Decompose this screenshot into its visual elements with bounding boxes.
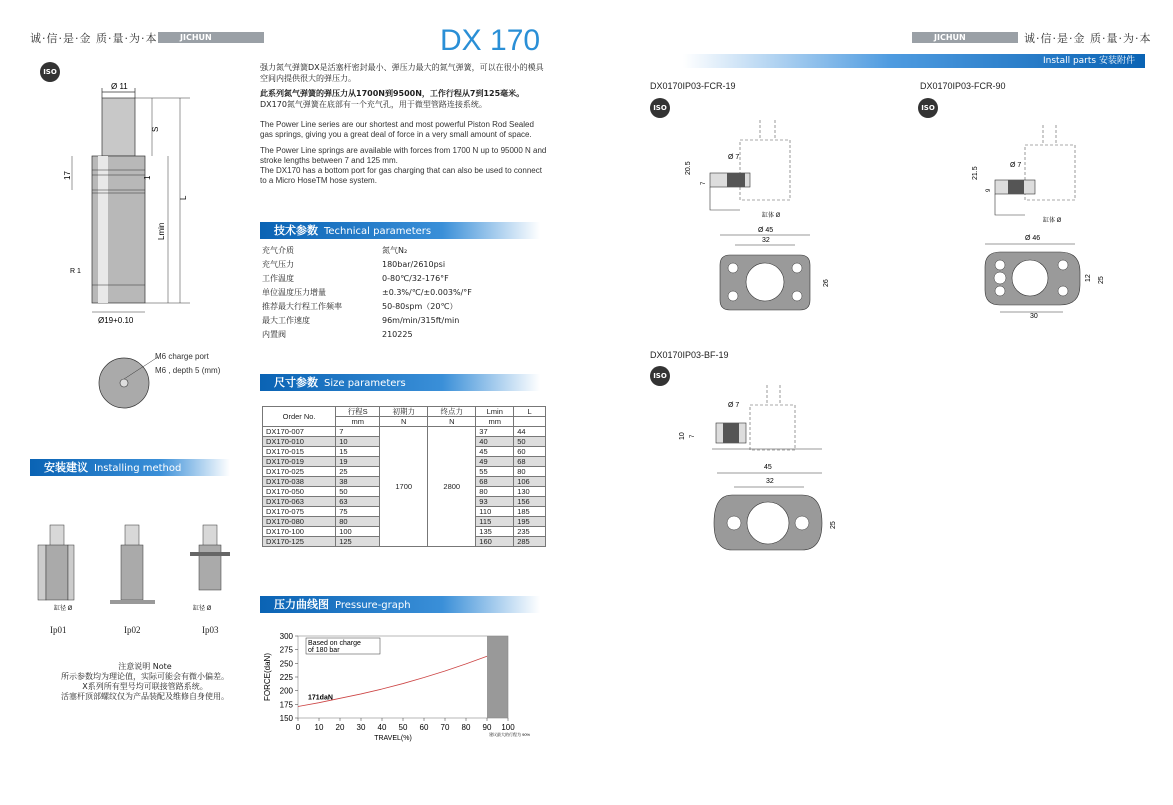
cell-stroke: 25 [336,467,380,477]
tech-header-cn: 技术参数 [274,224,318,237]
cell-l: 68 [514,457,546,467]
slogan-left: 诚·信·是·金 质·量·为·本 [30,32,158,45]
install-label-2: Ip02 [124,625,141,635]
tech-row [262,285,472,299]
p2-h25: 25 [1098,276,1105,284]
tech-value: 180bar/2610psi [382,259,446,269]
intro-cn-1: 强力氮气弹簧DX是活塞杆密封最小、弹压力最大的氮气弹簧，可以在很小的模具空间内提供很大的弹压力。 [260,63,544,83]
p1-w32: 32 [762,237,770,244]
cell-order: DX170-015 [263,447,336,457]
shaded-note: 建议最大的行程为 90% [489,732,531,737]
unit-init: N [380,417,428,427]
cell-l: 130 [514,487,546,497]
tech-key: 充气压力 [262,259,294,269]
cell-lmin: 115 [476,517,514,527]
unit-l [514,417,546,427]
install-parts-bar [683,54,1145,68]
installing-header [30,459,230,476]
y-tick-label: 200 [279,686,293,696]
cell-lmin: 55 [476,467,514,477]
shaded-region [487,636,508,718]
brand-logo-right: JICHUN [934,33,966,42]
part-3-name: DX0170IP03-BF-19 [650,350,729,360]
p2-s: 9 [986,188,992,192]
p3-h7: 7 [690,434,696,438]
cell-stroke: 75 [336,507,380,517]
tech-key: 最大工作速度 [262,315,310,325]
cell-order: DX170-007 [263,427,336,437]
dim-s: S [151,126,160,132]
p1-d7: Ø 7 [728,154,740,161]
spring-drawing [40,80,200,330]
cell-stroke: 100 [336,527,380,537]
install-parts-cn: 安装附件 [1098,56,1135,66]
col-lmin: Lmin [476,407,514,417]
pressure-header-cn: 压力曲线图 [274,598,329,611]
cell-order: DX170-019 [263,457,336,467]
iso-badge-part-1: ISO [650,98,670,118]
cell-l: 60 [514,447,546,457]
dim-1: 1 [143,175,152,180]
x-tick-label: 30 [356,723,366,732]
cell-order: DX170-125 [263,537,336,547]
tech-key: 工作温度 [262,273,294,283]
cell-stroke: 50 [336,487,380,497]
p2-d7: Ø 7 [1010,162,1022,169]
cell-order: DX170-050 [263,487,336,497]
cell-l: 44 [514,427,546,437]
cell-lmin: 49 [476,457,514,467]
p3-w45: 45 [764,464,772,471]
cell-l: 80 [514,467,546,477]
y-tick-label: 150 [279,714,293,723]
cell-l: 50 [514,437,546,447]
install-label-1: Ip01 [50,625,67,635]
tech-value: 210225 [382,329,413,339]
cell-stroke: 10 [336,437,380,447]
p1-s: 7 [701,181,707,185]
p2-h: 21.5 [972,166,979,180]
cell-stroke: 63 [336,497,380,507]
cell-stroke: 15 [336,447,380,457]
dim-r1: R 1 [70,268,81,275]
slogan-right: 诚·信·是·金 质·量·为·本 [1024,32,1152,45]
iso-badge: ISO [40,62,60,82]
install-ip02 [110,525,155,604]
tech-header [260,222,540,239]
p2-w30: 30 [1030,313,1038,320]
note-line-1: 所示参数均为理论值，实际可能会有微小偏差。 [61,672,229,681]
tech-header-en: Technical parameters [324,226,432,237]
tech-key: 单位温度压力增量 [262,287,326,297]
piston-rod [102,98,135,156]
start-value-label: 171daN [308,694,333,702]
size-table [262,406,546,547]
cell-lmin: 80 [476,487,514,497]
col-end-force: 终点力 [428,407,476,417]
brand-bar-left [158,32,264,43]
intro-block [260,62,548,186]
x-tick-label: 60 [419,723,429,732]
part-3-drawing [672,385,842,565]
p2-d46: Ø 46 [1025,235,1041,242]
p1-h26: 26 [823,279,830,287]
iso-badge-part-2: ISO [918,98,938,118]
size-header-cn: 尺寸参数 [274,376,318,389]
cell-l: 285 [514,537,546,547]
cell-lmin: 37 [476,427,514,437]
cell-stroke: 125 [336,537,380,547]
unit-end: N [428,417,476,427]
x-tick-label: 50 [398,723,408,732]
cell-stroke: 80 [336,517,380,527]
cell-end-force: 2800 [428,427,476,547]
tech-value: 氮气N₂ [382,245,408,255]
y-axis-label: FORCE(daN) [263,652,272,701]
tech-value: 50-80spm（20℃） [382,301,458,311]
p1-bore: 缸体 Ø [762,213,781,219]
cell-lmin: 45 [476,447,514,457]
x-tick-label: 10 [314,723,324,732]
install-bore-1: 缸径 Ø [54,606,73,612]
cell-l: 195 [514,517,546,527]
tech-key: 推荐最大行程工作频率 [262,301,342,311]
tech-table [262,243,472,341]
part-2-drawing [955,120,1125,330]
p3-h25: 25 [830,521,837,529]
unit-lmin: mm [476,417,514,427]
col-stroke: 行程S [336,407,380,417]
cell-order: DX170-080 [263,517,336,527]
dim-d19: Ø19+0.10 [98,316,134,325]
cell-lmin: 40 [476,437,514,447]
intro-cn-2: 此系列氮气弹簧的弹压力从1700N到9500N，工作行程从7到125毫米。 [260,89,525,98]
col-l: L [514,407,546,417]
size-header-en: Size parameters [324,378,406,389]
col-init-force: 初期力 [380,407,428,417]
pressure-header-en: Pressure-graph [335,600,411,611]
tech-row [262,313,472,327]
cell-order: DX170-075 [263,507,336,517]
tech-value: 96m/min/315ft/min [382,315,460,325]
x-tick-label: 100 [501,723,515,732]
p2-bore: 缸体 Ø [1043,218,1062,224]
install-parts-en: Install parts [1043,56,1097,66]
install-bore-3: 缸径 Ø [193,606,212,612]
port-label-1: M6 charge port [155,352,209,361]
x-axis-label: TRAVEL(%) [374,735,412,742]
cell-lmin: 160 [476,537,514,547]
p1-h: 20.5 [685,161,692,175]
note-block [55,662,235,702]
brand-logo-left: JICHUN [180,33,212,42]
tech-row [262,243,472,257]
x-tick-label: 90 [482,723,492,732]
install-ip01 [38,525,74,600]
intro-cn-3: DX170氮气弹簧在底部有一个充气孔，用于微型管路连接系统。 [260,100,487,109]
note-line-3: 活塞杆顶部螺纹仅为产品装配及维修自身使用。 [61,692,229,701]
installing-header-cn: 安装建议 [44,461,88,474]
tech-row [262,327,472,341]
tech-row [262,299,472,313]
tech-key: 内置阀 [262,329,286,339]
cell-order: DX170-025 [263,467,336,477]
table-row [263,427,546,437]
cell-lmin: 110 [476,507,514,517]
bottom-view-drawing [98,355,158,415]
cell-lmin: 135 [476,527,514,537]
dim-17: 17 [63,171,72,180]
x-tick-label: 0 [295,723,301,732]
x-tick-label: 70 [440,723,450,732]
tech-row [262,271,472,285]
dim-l: L [179,195,188,200]
p1-d45: Ø 45 [758,227,774,234]
y-tick-label: 250 [279,659,293,669]
cell-l: 235 [514,527,546,537]
part-2-name: DX0170IP03-FCR-90 [920,81,1006,91]
cell-l: 185 [514,507,546,517]
cell-stroke: 19 [336,457,380,467]
dim-d11: Ø 11 [111,82,128,91]
cell-l: 156 [514,497,546,507]
cell-order: DX170-100 [263,527,336,537]
installing-drawings [30,515,240,615]
cell-lmin: 68 [476,477,514,487]
note-line-2: X系列所有型号均可联接管路系统。 [82,682,208,691]
cell-stroke: 7 [336,427,380,437]
brand-bar-right [912,32,1018,43]
cell-order: DX170-010 [263,437,336,447]
cell-order: DX170-063 [263,497,336,507]
tech-row [262,257,472,271]
p2-h12: 12 [1085,274,1092,282]
col-order: Order No. [263,407,336,427]
x-tick-label: 40 [377,723,387,732]
intro-en-1: The Power Line series are our shortest and most powerful Piston Rod Sealed gas springs, giving you a great deal of force in a very small amount of space. [260,120,534,139]
port-label-2: M6 , depth 5 (mm) [155,366,221,375]
x-tick-label: 20 [335,723,345,732]
cell-l: 106 [514,477,546,487]
installing-header-en: Installing method [94,463,182,474]
p3-d7: Ø 7 [728,402,740,409]
part-1-drawing [680,115,850,325]
cell-init-force: 1700 [380,427,428,547]
x-tick-label: 80 [461,723,471,732]
tech-value: 0-80℃/32-176°F [382,273,449,283]
p3-w32: 32 [766,478,774,485]
size-header [260,374,540,391]
chart-annotation: Based on charge [308,640,361,647]
tech-value: ±0.3%/℃/±0.003%/°F [382,287,472,297]
p3-h10: 10 [679,432,686,440]
unit-stroke: mm [336,417,380,427]
intro-en-3: The DX170 has a bottom port for gas charging that can also be used to connect to a Micro HoseTM hose system. [260,166,542,185]
cell-lmin: 93 [476,497,514,507]
part-1-name: DX0170IP03-FCR-19 [650,81,736,91]
pressure-header [260,596,540,613]
iso-badge-part-3: ISO [650,366,670,386]
install-ip03 [190,525,230,590]
y-tick-label: 300 [279,632,293,641]
tech-key: 充气介质 [262,245,294,255]
page-title: DX 170 [440,24,541,57]
dim-lmin: Lmin [157,222,166,240]
y-tick-label: 175 [279,700,293,710]
cell-stroke: 38 [336,477,380,487]
note-title: 注意说明 Note [118,662,172,671]
chart-annotation-2: of 180 bar [308,647,340,654]
intro-en-2: The Power Line springs are available with forces from 1700 N up to 95000 N and stroke lengths between 7 and 125 mm. [260,146,547,165]
pressure-chart [258,626,548,746]
y-tick-label: 225 [279,673,293,682]
install-label-3: Ip03 [202,625,219,635]
y-tick-label: 275 [279,645,293,655]
cell-order: DX170-038 [263,477,336,487]
